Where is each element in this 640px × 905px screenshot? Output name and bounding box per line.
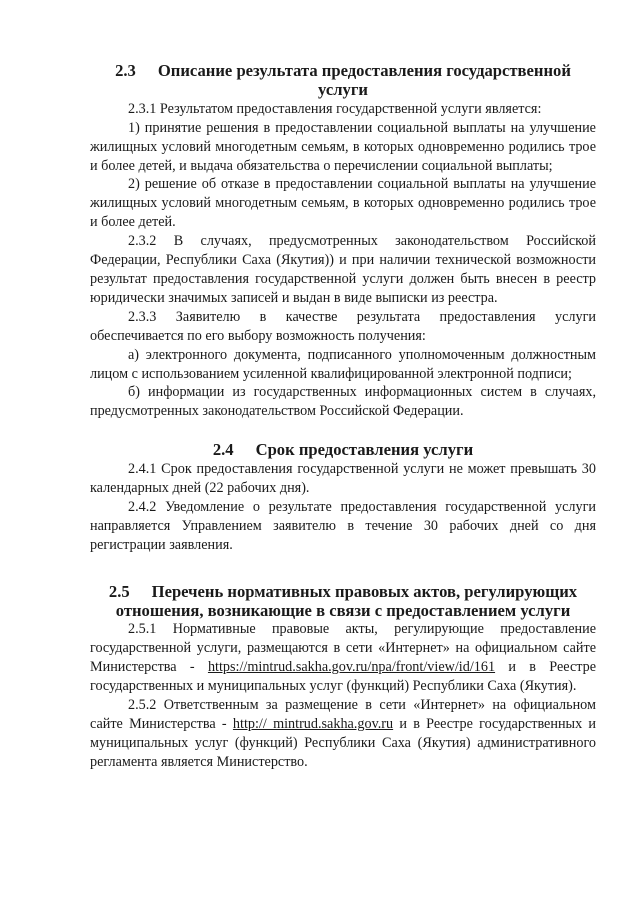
paragraph: 2) решение об отказе в предоставлении социальной выплаты на улучшение жилищных условий многодетным семьям, в которых одновременно родились трое и более детей.	[90, 176, 596, 231]
paragraph-text: 2.5.1 Нормативные правовые акты, регулирующие предоставление государственной услуги, размещаются в сети «Интернет» на официальном сайте Министерства -	[90, 621, 596, 676]
paragraph-text: и в Реестре государственных и муниципальных услуг (функций) Республики Саха (Якутия) административного регламента является Министерство.	[90, 716, 597, 770]
paragraph: 2.3.3 Заявителю в качестве результата предоставления услуги обеспечивается по его выбору возможность получения:	[90, 308, 596, 344]
section-2-4	[90, 441, 596, 554]
paragraph: 2.3.1 Результатом предоставления государственной услуги является:	[128, 100, 542, 117]
paragraph-text: и в Реестре государственных и муниципальных услуг (функций) Республики Саха (Якутия).	[90, 659, 597, 695]
section-number: 2.3	[115, 61, 136, 80]
ministry-link[interactable]: http:// mintrud.sakha.gov.ru	[232, 716, 394, 732]
section-heading	[90, 441, 596, 460]
paragraph: 2.3.2 В случаях, предусмотренных законодательством Российской Федерации, Республики Саха (Якутия)) и при наличии технической возможности результат предоставления государственной услуги должен быть внесен в реестр юридически значимых записей и выдан в виде выписки из реестра.	[90, 233, 596, 306]
paragraph-text: 2.5.2 Ответственным за размещение в сети «Интернет» на официальном сайте Министерства -	[90, 697, 596, 732]
section-number: 2.4	[212, 440, 234, 460]
paragraph: а) электронного документа, подписанного уполномоченным должностным лицом с использованием усиленной квалифицированной электронной подписи;	[90, 346, 596, 382]
section-2-3	[90, 62, 596, 421]
section-heading	[90, 62, 596, 100]
paragraph: 2.4.1 Срок предоставления государственной услуги не может превышать 30 календарных дней (22 рабочих дня).	[90, 461, 596, 497]
paragraph: 1) принятие решения в предоставлении социальной выплаты на улучшение жилищных условий многодетным семьям, в которых одновременно родились трое и более детей, и выдача обязательства о перечислении социальной выплаты;	[90, 119, 596, 174]
paragraph: 2.4.2 Уведомление о результате предоставления государственной услуги направляется Управлением заявителю в течение 30 рабочих дней со дня регистрации заявления.	[90, 498, 596, 553]
section-heading	[90, 583, 596, 621]
section-title: Перечень нормативных правовых актов, регулирующих	[151, 581, 578, 601]
npa-link[interactable]: https://mintrud.sakha.gov.ru/npa/front/view/id/161	[207, 659, 496, 676]
paragraph	[90, 620, 596, 696]
section-title: Срок предоставления услуги	[255, 440, 474, 460]
section-title: отношения, возникающие в связи с предоставлением услуги	[115, 600, 571, 620]
section-2-5	[90, 583, 596, 772]
section-title: Описание результата предоставления государственной услуги	[157, 61, 571, 99]
paragraph	[90, 696, 596, 772]
section-number: 2.5	[108, 581, 130, 601]
paragraph: б) информации из государственных информационных систем в случаях, предусмотренных законодательством Российской Федерации.	[90, 384, 596, 420]
